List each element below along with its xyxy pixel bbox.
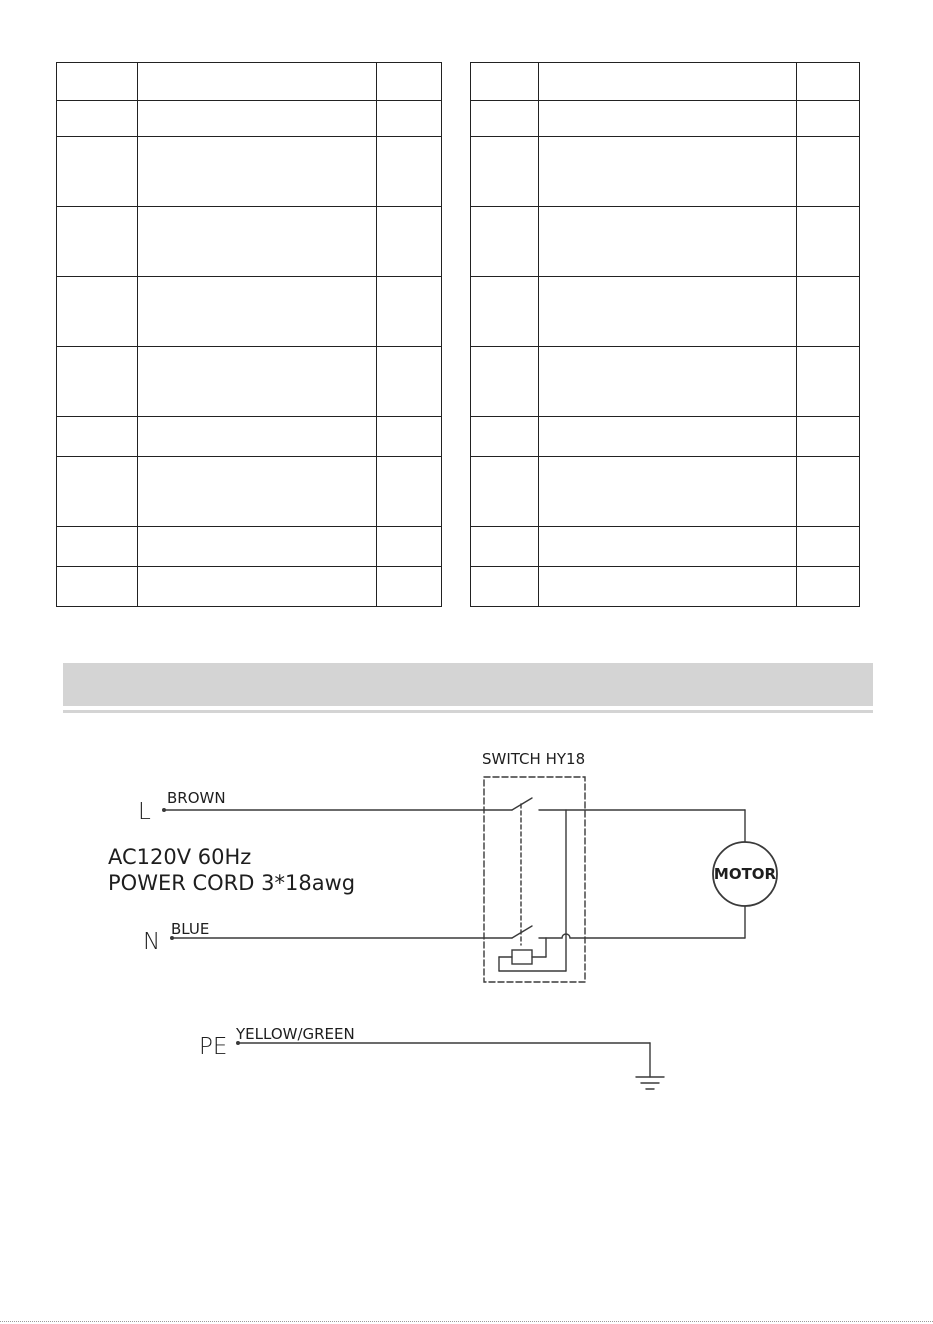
supply-voltage-label: AC120V 60Hz	[108, 845, 252, 869]
neutral-switch-contact	[512, 926, 532, 938]
page-bottom-rule	[0, 1321, 933, 1322]
switch-relay-coil	[512, 950, 532, 964]
earth-wire-color-label: YELLOW/GREEN	[236, 1025, 355, 1043]
earth-terminal-label: PE	[199, 1034, 228, 1060]
live-wire-color-label: BROWN	[167, 789, 226, 807]
live-switch-contact	[512, 798, 532, 810]
neutral-to-motor-wire	[539, 934, 745, 938]
motor-label: MOTOR	[713, 865, 777, 883]
switch-label: SWITCH HY18	[482, 750, 586, 768]
neutral-terminal-label: N	[143, 929, 161, 955]
neutral-wire-color-label: BLUE	[171, 920, 210, 938]
power-cord-label: POWER CORD 3*18awg	[108, 871, 356, 895]
switch-housing	[484, 777, 585, 982]
live-terminal-dot	[162, 808, 166, 812]
live-terminal-label: L	[138, 799, 151, 825]
